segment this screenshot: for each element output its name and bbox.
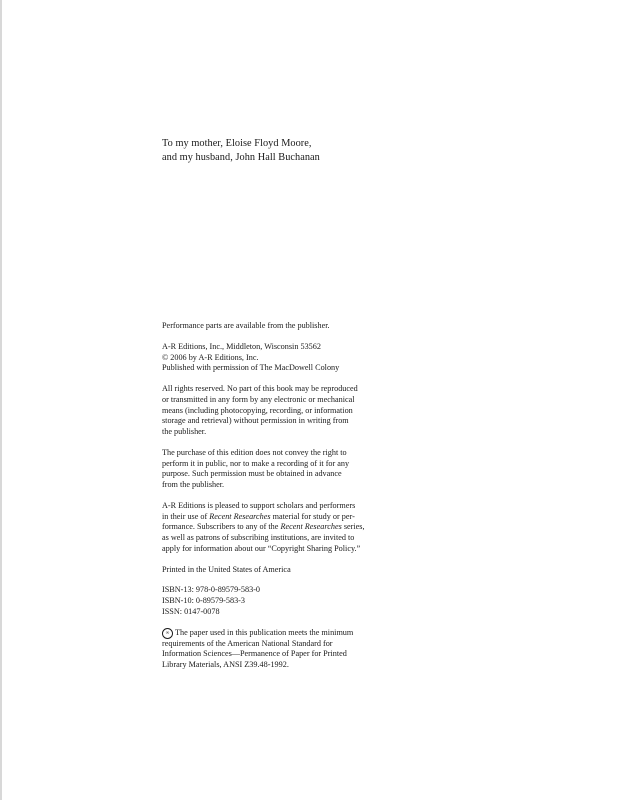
rights-line: All rights reserved. No part of this book may be reproduced — [162, 384, 358, 393]
isbn-10: ISBN-10: 0-89579-583-3 — [162, 596, 246, 605]
dedication — [162, 137, 320, 165]
rights-line: the publisher. — [162, 427, 207, 436]
rights-line: storage and retrieval) without permission in writing from — [162, 416, 349, 426]
support-text: formance. Subscribers to any of the — [162, 522, 281, 532]
publisher-block — [162, 342, 422, 374]
isbn-13: ISBN-13: 978-0-89579-583-0 — [162, 585, 261, 595]
support-line-1: A-R Editions is pleased to support scholars and performers — [162, 500, 356, 510]
dedication-line-2: and my husband, John Hall Buchanan — [162, 152, 320, 163]
support-text: material for study or per- — [270, 511, 355, 521]
support-line-5: apply for information about our “Copyright Sharing Policy.” — [162, 543, 361, 553]
support-line-4: as well as patrons of subscribing institutions, are invited to — [162, 533, 355, 542]
purchase-block — [162, 448, 422, 491]
printed-in: Printed in the United States of America — [162, 564, 291, 574]
purchase-line: from the publisher. — [162, 480, 225, 489]
page-edge — [0, 0, 2, 800]
paper-line-2: requirements of the American National Standard for — [162, 638, 333, 648]
identifiers-block — [162, 585, 422, 617]
printed-block — [162, 565, 422, 576]
colophon — [162, 321, 422, 671]
rights-line: means (including photocopying, recording, or information — [162, 405, 353, 415]
purchase-line: perform it in public, nor to make a recording of it for any — [162, 458, 350, 468]
support-line-2 — [162, 512, 422, 523]
support-line-3 — [162, 522, 422, 533]
performance-note: Performance parts are available from the publisher. — [162, 321, 330, 330]
series-title: Recent Researches — [280, 522, 342, 532]
performance-note-block — [162, 321, 422, 332]
purchase-line: The purchase of this edition does not convey the right to — [162, 447, 347, 457]
rights-line: or transmitted in any form by any electronic or mechanical — [162, 394, 355, 404]
purchase-line: purpose. Such permission must be obtained in advance — [162, 469, 342, 479]
copyright-line: © 2006 by A-R Editions, Inc. — [162, 352, 259, 362]
paper-line-1: The paper used in this publication meets the minimum — [175, 627, 354, 637]
support-text: series, — [341, 522, 365, 532]
issn: ISSN: 0147-0078 — [162, 606, 220, 616]
paper-line-3: Information Sciences—Permanence of Paper for Printed — [162, 649, 347, 659]
dedication-line-1: To my mother, Eloise Floyd Moore, — [162, 138, 312, 149]
series-title: Recent Researches — [209, 511, 271, 521]
support-block — [162, 501, 422, 555]
paper-line-1-row — [162, 628, 422, 639]
permanence-of-paper-icon: ∞ — [162, 628, 173, 639]
publisher-address: A-R Editions, Inc., Middleton, Wisconsin 53562 — [162, 341, 321, 351]
paper-line-4: Library Materials, ANSI Z39.48-1992. — [162, 660, 289, 669]
rights-block — [162, 384, 422, 438]
permission-line: Published with permission of The MacDowell Colony — [162, 363, 340, 373]
paper-block — [162, 628, 422, 671]
support-text: in their use of — [162, 511, 210, 521]
